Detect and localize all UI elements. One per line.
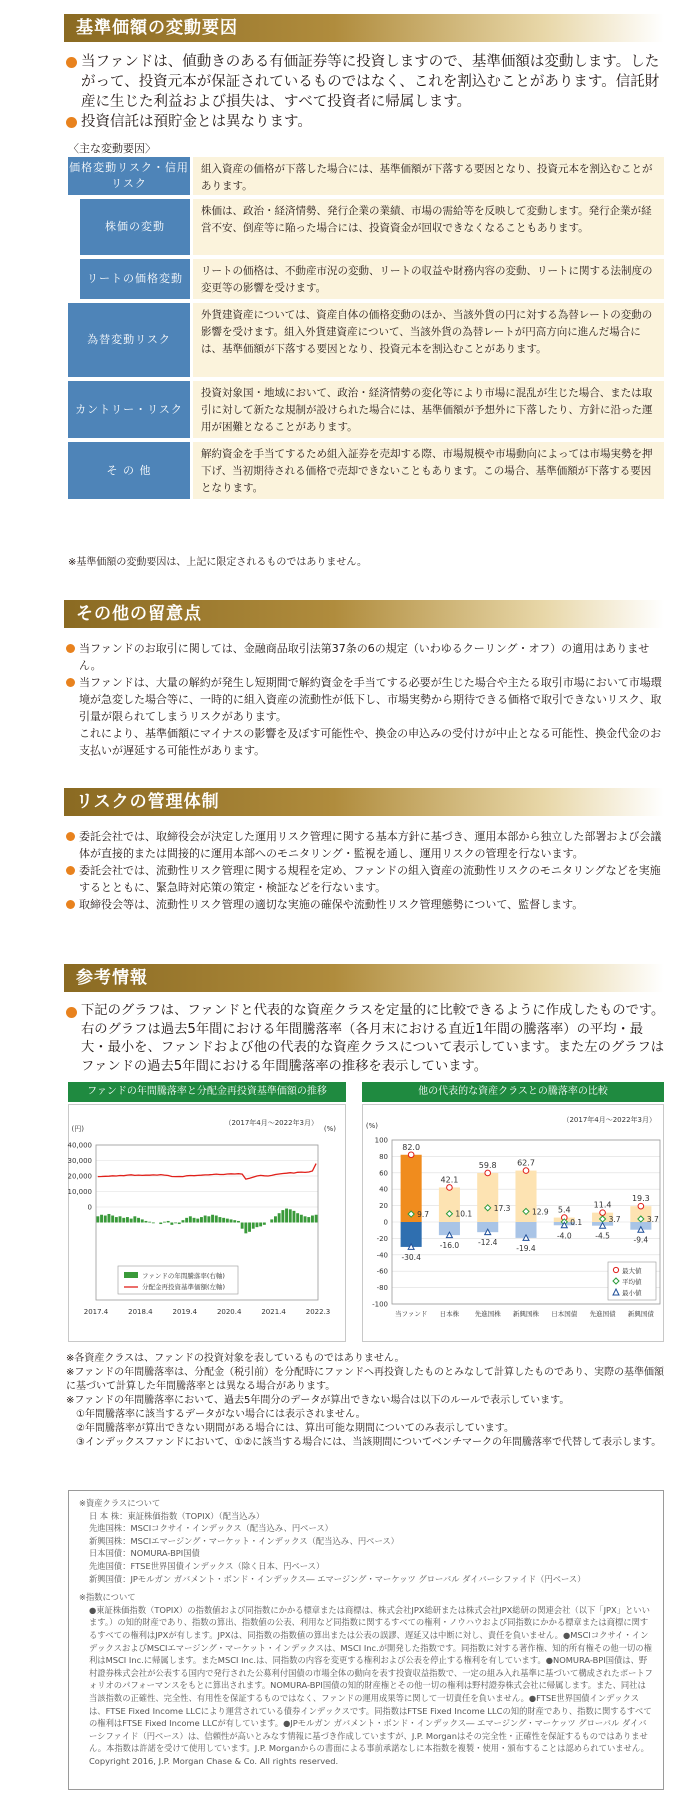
min-data-label: -4.0 — [556, 1231, 572, 1241]
risk-text: 解約資金を手当てするため組入証券を売却する際、市場規模や市場動向によっては市場実勢を押下げ、当初期待される価格で売却できないこともあります。この場合、基準価額が下落する要因となります。 — [193, 442, 664, 499]
legend-label: 最小値 — [622, 1289, 642, 1297]
return-bar — [230, 1219, 233, 1222]
return-bar — [311, 1216, 314, 1223]
x-tick-label: 2019.4 — [172, 1308, 198, 1316]
return-bar — [163, 1222, 166, 1223]
return-bar — [241, 1223, 244, 1229]
return-bar — [178, 1223, 181, 1225]
risk-label: 為替変動リスク — [68, 303, 190, 377]
risk-label: リートの価格変動 — [80, 259, 190, 299]
return-bar — [100, 1215, 103, 1223]
bullet-volatility: 当ファンドは、値動きのある有価証券等に投資しますので、基準価額は変動します。したがって、投資元本が保証されているものではなく、これを割込むことがあります。信託財産に生じた利益および損失は、すべて投資者に帰属します。 — [66, 52, 666, 112]
return-bar — [296, 1213, 299, 1222]
return-bar — [133, 1216, 136, 1222]
return-bar — [137, 1218, 140, 1223]
max-data-label: 82.0 — [402, 1142, 421, 1152]
return-bar — [263, 1223, 266, 1225]
risk-label: カントリー・リスク — [68, 381, 190, 438]
risk-text: 外貨建資産については、資産自体の価格変動のほか、当該外貨の円に対する為替レートの変動の影響を受けます。組入外貨建資産について、当該外貨の為替レートが円高方向に進んだ場合には、基準価額が下落する要因となり、投資元本を割込むことがあります。 — [193, 303, 664, 377]
y-tick-label: 60 — [379, 1169, 388, 1178]
section-title-other-notes: その他の留意点 — [64, 600, 664, 628]
risk-label: 価格変動リスク・信用リスク — [68, 157, 190, 195]
return-bar — [215, 1216, 218, 1223]
left-tick-label: 30,000 — [67, 1157, 92, 1165]
y-tick-label: -60 — [376, 1267, 388, 1276]
return-bar — [222, 1218, 225, 1223]
asset-class-line: 先進国株：MSCIコクサイ・インデックス（配当込み、円ベース） — [89, 1523, 333, 1534]
return-bar — [111, 1216, 114, 1223]
return-bar — [152, 1223, 155, 1224]
return-bar — [285, 1209, 288, 1223]
right-axis-unit: (%) — [365, 1122, 378, 1130]
return-bar — [259, 1223, 262, 1227]
right-chart — [366, 1115, 660, 1318]
return-bar — [170, 1223, 173, 1225]
category-label: 先進国株 — [474, 1310, 501, 1318]
return-bar — [126, 1217, 129, 1222]
left-tick-label: 10,000 — [67, 1188, 92, 1196]
y-tick-label: -40 — [376, 1251, 388, 1260]
return-bar — [304, 1216, 307, 1222]
legend-label: 平均値 — [622, 1278, 642, 1286]
max-data-label: 5.4 — [557, 1205, 571, 1215]
category-label: 当ファンド — [394, 1310, 428, 1318]
chart-notes — [66, 1352, 666, 1450]
category-label: 新興国株 — [513, 1310, 539, 1318]
left-tick-label: 0 — [87, 1203, 92, 1212]
right-axis-unit: (%) — [323, 1125, 336, 1133]
return-bar — [119, 1216, 122, 1222]
risk-text: 株価は、政治・経済情勢、発行企業の業績、市場の需給等を反映して変動します。発行企業が経営不安、倒産等に陥った場合には、投資資金が回収できなくなることもあります。 — [193, 199, 664, 255]
note-rule-3: ③インデックスファンドにおいて、①②に該当する場合には、当該期間についてベンチマークの年間騰落率で代替して表示します。 — [76, 1437, 662, 1448]
note-rule-1: ①年間騰落率に該当するデータがない場合には表示されません。 — [76, 1409, 366, 1420]
return-bar — [174, 1223, 177, 1224]
bullet-liquidity-rules: 委託会社では、流動性リスク管理に関する規程を定め、ファンドの組入資産の流動性リスクのモニタリングなどを実施するとともに、緊急時対応策の策定・検証などを行ないます。 — [66, 862, 666, 896]
return-bar — [141, 1219, 144, 1222]
max-marker — [485, 1170, 491, 1176]
return-bar — [278, 1213, 281, 1222]
return-bar — [244, 1223, 247, 1234]
footnote-box — [68, 1490, 664, 1790]
bullet-liquidity: 当ファンドは、大量の解約が発生し短期間で解約資金を手当てする必要が生じた場合や主たる取引市場において市場環境が急変した場合等に、一時的に組入資産の流動性が低下し、市場実勢から期待できる価格で取引できないリスク、取引量が限られてしまうリスクがあります。 — [66, 674, 666, 725]
y-tick-label: 40 — [379, 1185, 388, 1194]
nav-line — [98, 1164, 316, 1180]
x-tick-label: 2017.4 — [83, 1308, 109, 1316]
return-bar — [193, 1218, 196, 1223]
category-label: 新興国債 — [627, 1310, 654, 1318]
y-tick-label: -100 — [372, 1300, 388, 1309]
max-bar — [477, 1173, 498, 1222]
y-tick-label: -80 — [376, 1284, 388, 1293]
return-bar — [233, 1220, 236, 1222]
min-data-label: -16.0 — [439, 1241, 460, 1251]
right-chart-title: 他の代表的な資産クラスとの騰落率の比較 — [362, 1082, 664, 1102]
risk-text: 投資対象国・地域において、政治・経済情勢の変化等により市場に混乱が生じた場合、または取引に対して新たな規制が設けられた場合には、基準価額が予想外に下落したり、方針に沿った運用が困難となることがあります。 — [193, 381, 664, 438]
return-bar — [167, 1221, 170, 1223]
left-chart-period: （2017年4月～2022年3月） — [224, 1119, 318, 1127]
min-data-label: -4.5 — [595, 1231, 610, 1241]
asset-class-line: 新興国債：JPモルガン ガバメント・ボンド・インデックス― エマージング・マーケッツ グローバル ダイバーシファイド（円ベース） — [89, 1573, 586, 1584]
risk-text: 組入資産の価格が下落した場合には、基準価額が下落する要因となり、投資元本を割込むことがあります。 — [193, 157, 664, 195]
return-bar — [207, 1216, 210, 1222]
return-bar — [211, 1215, 214, 1223]
return-bar — [148, 1222, 151, 1223]
y-tick-label: 20 — [379, 1202, 388, 1211]
legend-swatch-return — [124, 1272, 138, 1278]
return-bar — [289, 1209, 292, 1222]
max-data-label: 19.3 — [631, 1194, 650, 1204]
return-bar — [300, 1215, 303, 1223]
return-bar — [274, 1216, 277, 1222]
y-tick-label: 0 — [383, 1218, 388, 1227]
bullet-risk-policy: 委託会社では、取締役会が決定した運用リスク管理に関する基本方針に基づき、運用本部から独立した部署および会議体が直接的または間接的に運用本部へのモニタリング・監視を通し、運用リスクの管理を行ないます。 — [66, 828, 666, 862]
legend-label: 最大値 — [622, 1267, 642, 1275]
risk-label: 株価の変動 — [80, 199, 190, 255]
return-bar — [248, 1223, 251, 1232]
min-data-label: -19.4 — [516, 1243, 536, 1253]
right-chart-period: （2017年4月～2022年3月） — [562, 1116, 656, 1124]
left-tick-label: 40,000 — [67, 1141, 92, 1150]
return-bar — [270, 1219, 273, 1222]
return-bar — [108, 1214, 111, 1223]
section-title-risk-management: リスクの管理体制 — [64, 788, 664, 816]
x-tick-label: 2018.4 — [128, 1308, 153, 1316]
risk-text: リートの価格は、不動産市況の変動、リートの収益や財務内容の変動、リートに関する法制度の変更等の影響を受けます。 — [193, 259, 664, 299]
return-bar — [182, 1220, 185, 1222]
max-marker — [523, 1168, 529, 1174]
y-tick-label: 100 — [374, 1136, 388, 1145]
risk-label: そ の 他 — [68, 442, 190, 499]
note-rule-2: ②年間騰落率が算出できない期間がある場合には、算出可能な期間についてのみ表示しています。 — [76, 1423, 514, 1434]
return-bar — [307, 1217, 310, 1222]
left-tick-label: 20,000 — [67, 1172, 92, 1181]
max-data-label: 59.8 — [478, 1160, 497, 1170]
return-bar — [252, 1223, 255, 1229]
avg-data-label: 12.9 — [532, 1207, 549, 1217]
factors-note: ※基準価額の変動要因は、上記に限定されるものではありません。 — [68, 557, 367, 568]
asset-class-line: 先進国債：FTSE世界国債インデックス（除く日本、円ベース） — [89, 1560, 325, 1571]
section-title-reference-info: 参考情報 — [64, 964, 664, 992]
return-bar — [145, 1221, 148, 1223]
return-bar — [96, 1216, 99, 1222]
avg-data-label: 3.7 — [646, 1214, 659, 1224]
section-title-nav-factors: 基準価額の変動要因 — [64, 14, 664, 42]
note-asset-class: ※各資産クラスは、ファンドの投資対象を表しているものではありません。 — [66, 1353, 405, 1364]
return-bar — [196, 1219, 199, 1223]
left-chart — [68, 1118, 337, 1316]
return-bar — [159, 1223, 162, 1225]
avg-data-label: 0.1 — [570, 1217, 583, 1227]
return-bar — [315, 1215, 318, 1223]
return-bar — [200, 1217, 203, 1222]
main-factors-heading: 〈主な変動要因〉 — [68, 142, 156, 155]
x-tick-label: 2021.4 — [261, 1308, 286, 1316]
max-marker — [408, 1152, 414, 1158]
y-tick-label: 80 — [379, 1152, 388, 1161]
asset-class-line: 日 本 株：東証株価指数（TOPIX）（配当込み） — [89, 1510, 265, 1521]
bullet-board-oversight: 取締役会等は、流動性リスク管理の適切な実施の確保や流動性リスク管理態勢について、監督します。 — [66, 896, 666, 913]
return-bar — [115, 1217, 118, 1222]
category-label: 日本株 — [439, 1310, 460, 1318]
return-bar — [204, 1216, 207, 1223]
min-data-label: -12.4 — [478, 1238, 498, 1248]
avg-data-label: 9.7 — [417, 1210, 430, 1220]
bullet-not-deposit: 投資信託は預貯金とは異なります。 — [66, 112, 666, 132]
return-bar — [226, 1219, 229, 1223]
legend-label: 分配金再投資基準価額(左軸) — [142, 1283, 226, 1291]
return-bar — [293, 1211, 296, 1223]
liquidity-consequence: これにより、基準価額にマイナスの影響を及ぼす可能性や、換金の申込みの受付けが中止となる可能性、換金代金のお支払いが遅延する可能性があります。 — [79, 727, 662, 757]
legend-max-marker — [613, 1267, 618, 1272]
index-disclaimer: ●東証株価指数（TOPIX）の指数値および同指数にかかる標章または商標は、株式会社JPX総研または株式会社JPX総研の関連会社（以下「JPX」といいます。）の知的財産であり、指数の算出、指数値の公表、利用など同指数に関するすべての権利・ノウハウおよび同指数にかかる標章または商標に関するすべての権利はJPXが有します。JPXは、同指数の指数値の算出または公表の誤謬、遅延又は中断に対し、責任を負いません。●MSCIコクサイ・インデックスおよびMSCIエマージング・マーケット・インデックスは、MSCI Inc.が開発した指数です。同指数に対する著作権、知的所有権その他一切の権利はMSCI Inc.に帰属します。またMSCI Inc.は、同指数の内容を変更する権利および公表を停止する権利を有しています。●NOMURA-BPI国債は、野村證券株式会社が公表する国内で発行された公募利付国債の市場全体の動向を表す投資収益指数で、一定の組み入れ基準に基づいて構成されたポートフォリオのパフォーマンスをもとに算出されます。NOMURA-BPI国債の知的財産権とその他一切の権利は野村證券株式会社に帰属します。また、同社は当該指数の正確性、完全性、有用性を保証するものではなく、ファンドの運用成果等に関して一切責任を負いません。●FTSE世界国債インデックスは、FTSE Fixed Income LLCにより運営されている債券インデックスです。同指数はFTSE Fixed Income LLCの知的財産であり、指数に関するすべての権利はFTSE Fixed Income LLCが有しています。●JPモルガン ガバメント・ボンド・インデックス― エマージング・マーケッツ グローバル ダイバーシファイド（円ベース）は、信頼性が高いとみなす情報に基づき作成していますが、J.P. Morganはその完全性・正確性を保証するものではありません。本指数は許諾を受けて使用しています。J.P. Morganからの書面による事前承諾なしに本指数を複製・使用・頒布することは認められていません。Copyright 2016, J.P. Morgan Chase & Co. All rights reserved. — [89, 1604, 653, 1766]
avg-data-label: 10.1 — [455, 1209, 473, 1219]
avg-data-label: 3.7 — [608, 1214, 621, 1224]
max-data-label: 11.4 — [593, 1200, 612, 1210]
return-bar — [185, 1218, 188, 1223]
index-heading: ※指数について — [79, 1592, 136, 1603]
asset-class-line: 新興国株：MSCIエマージング・マーケット・インデックス（配当込み、円ベース） — [89, 1535, 399, 1546]
category-label: 先進国債 — [589, 1310, 616, 1318]
avg-data-label: 17.3 — [493, 1203, 511, 1213]
left-axis-unit: (円) — [71, 1125, 84, 1133]
max-marker — [638, 1203, 644, 1209]
bullet-cooling-off: 当ファンドのお取引に関しては、金融商品取引法第37条の6の規定（いわゆるクーリング・オフ）の適用はありません。 — [66, 640, 666, 674]
return-bar — [104, 1216, 107, 1223]
return-bar — [256, 1223, 259, 1228]
max-marker — [447, 1185, 453, 1191]
return-bar — [237, 1221, 240, 1223]
max-data-label: 42.1 — [440, 1175, 459, 1185]
min-data-label: -30.4 — [401, 1252, 421, 1262]
y-tick-label: -20 — [376, 1234, 388, 1243]
return-bar — [122, 1218, 125, 1223]
bullet-chart-explanation: 下記のグラフは、ファンドと代表的な資産クラスを定量的に比較できるように作成したものです。右のグラフは過去5年間における年間騰落率（各月末における直近1年間の騰落率）の平均・最大・最小を、ファンドおよび他の代表的な資産クラスについて表示しています。また左のグラフはファンドの過去5年間における年間騰落率の推移を表示しています。 — [66, 1002, 666, 1076]
return-bar — [219, 1217, 222, 1222]
x-tick-label: 2022.3 — [305, 1308, 331, 1316]
asset-class-heading: ※資産クラスについて — [79, 1498, 161, 1508]
left-chart-title: ファンドの年間騰落率と分配金再投資基準価額の推移 — [68, 1082, 346, 1102]
min-data-label: -9.4 — [633, 1235, 649, 1245]
legend-label: ファンドの年間騰落率(右軸) — [142, 1272, 225, 1280]
note-missing-data: ※ファンドの年間騰落率において、過去5年間分のデータが算出できない場合は以下のルールで表示しています。 — [66, 1395, 570, 1406]
max-marker — [600, 1210, 606, 1216]
return-bar — [281, 1210, 284, 1222]
x-tick-label: 2020.4 — [216, 1308, 242, 1316]
return-bar — [130, 1219, 133, 1223]
note-fund-return: ※ファンドの年間騰落率は、分配金（税引前）を分配時にファンドへ再投資したものとみなして計算したものであり、実際の基準価額に基づいて計算した年間騰落率とは異なる場合があります。 — [66, 1367, 664, 1392]
category-label: 日本国債 — [551, 1310, 578, 1318]
max-data-label: 62.7 — [517, 1158, 535, 1168]
asset-class-line: 日本国債：NOMURA-BPI国債 — [89, 1548, 200, 1559]
return-bar — [189, 1216, 192, 1222]
